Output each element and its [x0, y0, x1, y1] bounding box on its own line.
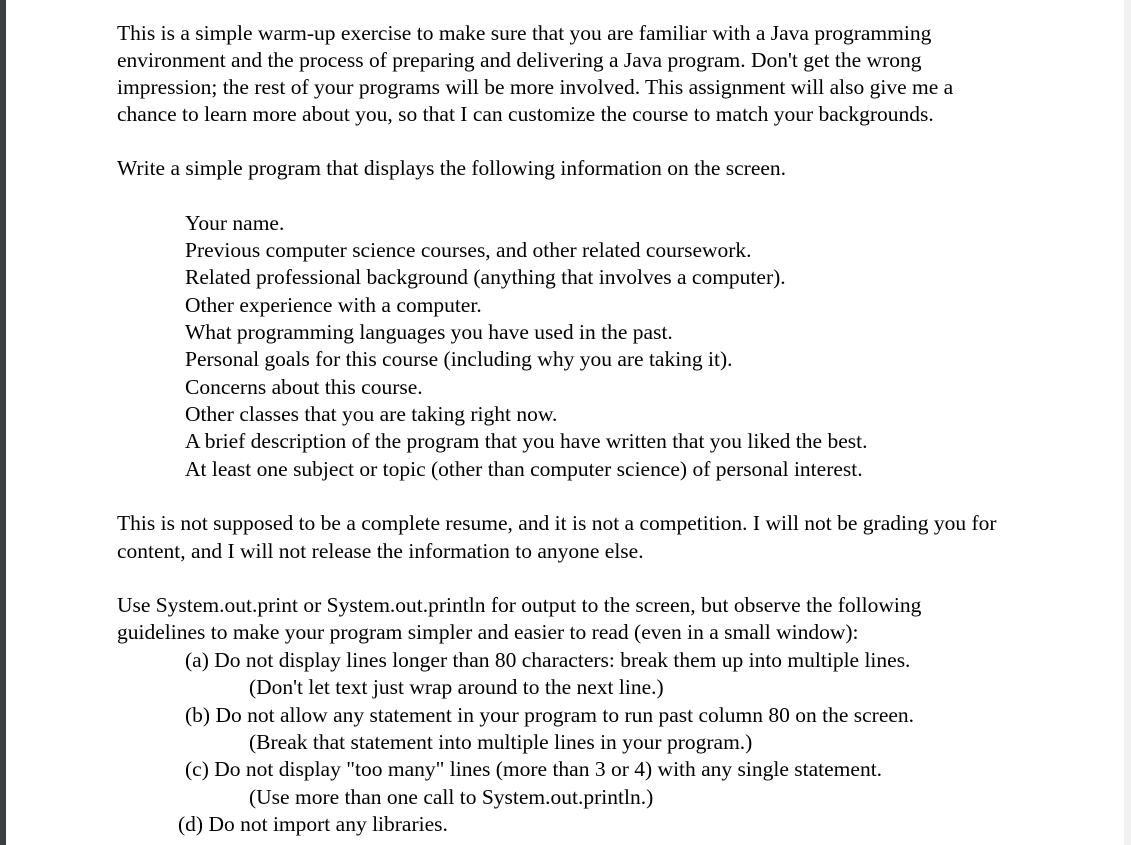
- info-item: Personal goals for this course (including why you are taking it).: [185, 347, 733, 371]
- info-item: Your name.: [185, 211, 285, 235]
- info-item: Other classes that you are taking right now.: [185, 402, 558, 426]
- guideline-d: (d) Do not import any libraries.: [178, 812, 448, 836]
- info-item: Related professional background (anything that involves a computer).: [185, 265, 786, 289]
- guideline-b-note: (Break that statement into multiple lines in your program.): [249, 730, 753, 754]
- output-intro-line: Use System.out.print or System.out.println for output to the screen, but observe the following: [117, 593, 922, 617]
- info-item: Other experience with a computer.: [185, 293, 482, 317]
- info-item: Concerns about this course.: [185, 375, 423, 399]
- intro-line: This is a simple warm-up exercise to make sure that you are familiar with a Java programming: [117, 21, 932, 45]
- guideline-c-note: (Use more than one call to System.out.println.): [249, 785, 654, 809]
- instruction-line: Write a simple program that displays the following information on the screen.: [117, 156, 787, 180]
- disclaimer-line: This is not supposed to be a complete resume, and it is not a competition. I will not be grading you for: [117, 511, 997, 535]
- output-intro-line: guidelines to make your program simpler and easier to read (even in a small window):: [117, 620, 859, 644]
- guideline-a-note: (Don't let text just wrap around to the next line.): [249, 675, 664, 699]
- viewer-right-border: [1124, 0, 1131, 845]
- guideline-b: (b) Do not allow any statement in your program to run past column 80 on the screen.: [185, 703, 915, 727]
- disclaimer-line: content, and I will not release the information to anyone else.: [117, 539, 644, 563]
- info-item: A brief description of the program that you have written that you liked the best.: [185, 429, 868, 453]
- intro-line: chance to learn more about you, so that I can customize the course to match your backgrounds.: [117, 102, 934, 126]
- guideline-a: (a) Do not display lines longer than 80 characters: break them up into multiple lines.: [185, 648, 911, 672]
- info-item: Previous computer science courses, and other related coursework.: [185, 238, 752, 262]
- info-item: At least one subject or topic (other than computer science) of personal interest.: [185, 457, 863, 481]
- intro-line: environment and the process of preparing and delivering a Java program. Don't get the wrong: [117, 48, 922, 72]
- info-item: What programming languages you have used in the past.: [185, 320, 673, 344]
- intro-line: impression; the rest of your programs will be more involved. This assignment will also give me a: [117, 75, 954, 99]
- document-page: [6, 0, 1124, 845]
- guideline-c: (c) Do not display "too many" lines (more than 3 or 4) with any single statement.: [185, 757, 883, 781]
